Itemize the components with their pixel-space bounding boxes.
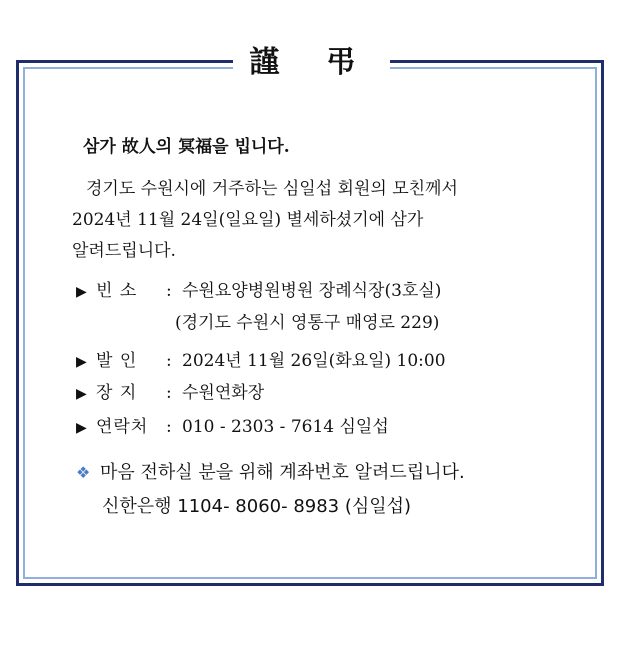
binso-label: 빈 소 (96, 281, 138, 301)
balin-value: 2024년 11월 26일(화요일) 10:00 (182, 351, 446, 371)
arrow-icon: ▶ (76, 386, 87, 402)
title-wrap (0, 43, 623, 83)
page-title: 謹 弔 (233, 43, 389, 83)
balin-label: 발 인 (96, 351, 138, 371)
message-line-3: 알려드립니다. (72, 241, 176, 261)
arrow-icon: ▶ (76, 354, 87, 370)
colon: : (166, 417, 172, 437)
message-line-1: 경기도 수원시에 거주하는 심일섭 회원의 모친께서 (86, 179, 458, 199)
bank-account: 신한은행 1104- 8060- 8983 (심일섭) (102, 496, 412, 517)
contact-row (76, 416, 389, 439)
binso-address: (경기도 수원시 영통구 매영로 229) (175, 313, 440, 333)
colon: : (166, 351, 172, 371)
jangji-label: 장 지 (96, 383, 138, 403)
condolence-lead: 삼가 故人의 冥福을 빕니다. (83, 137, 290, 157)
balin-row (76, 350, 446, 373)
binso-row (76, 280, 441, 303)
binso-value: 수원요양병원병원 장례식장(3호실) (182, 281, 442, 301)
arrow-icon: ▶ (76, 420, 87, 436)
colon: : (166, 383, 172, 403)
contact-value: 010 - 2303 - 7614 심일섭 (182, 417, 389, 437)
account-note-text: 마음 전하실 분을 위해 계좌번호 알려드립니다. (100, 462, 465, 483)
arrow-icon: ▶ (76, 284, 87, 300)
account-note (76, 462, 465, 484)
contact-label: 연락처 (96, 417, 149, 437)
colon: : (166, 281, 172, 301)
jangji-value: 수원연화장 (182, 383, 265, 403)
jangji-row (76, 382, 264, 405)
diamond-bullet-icon: ❖ (76, 463, 91, 482)
message-line-2: 2024년 11월 24일(일요일) 별세하셨기에 삼가 (72, 210, 424, 230)
